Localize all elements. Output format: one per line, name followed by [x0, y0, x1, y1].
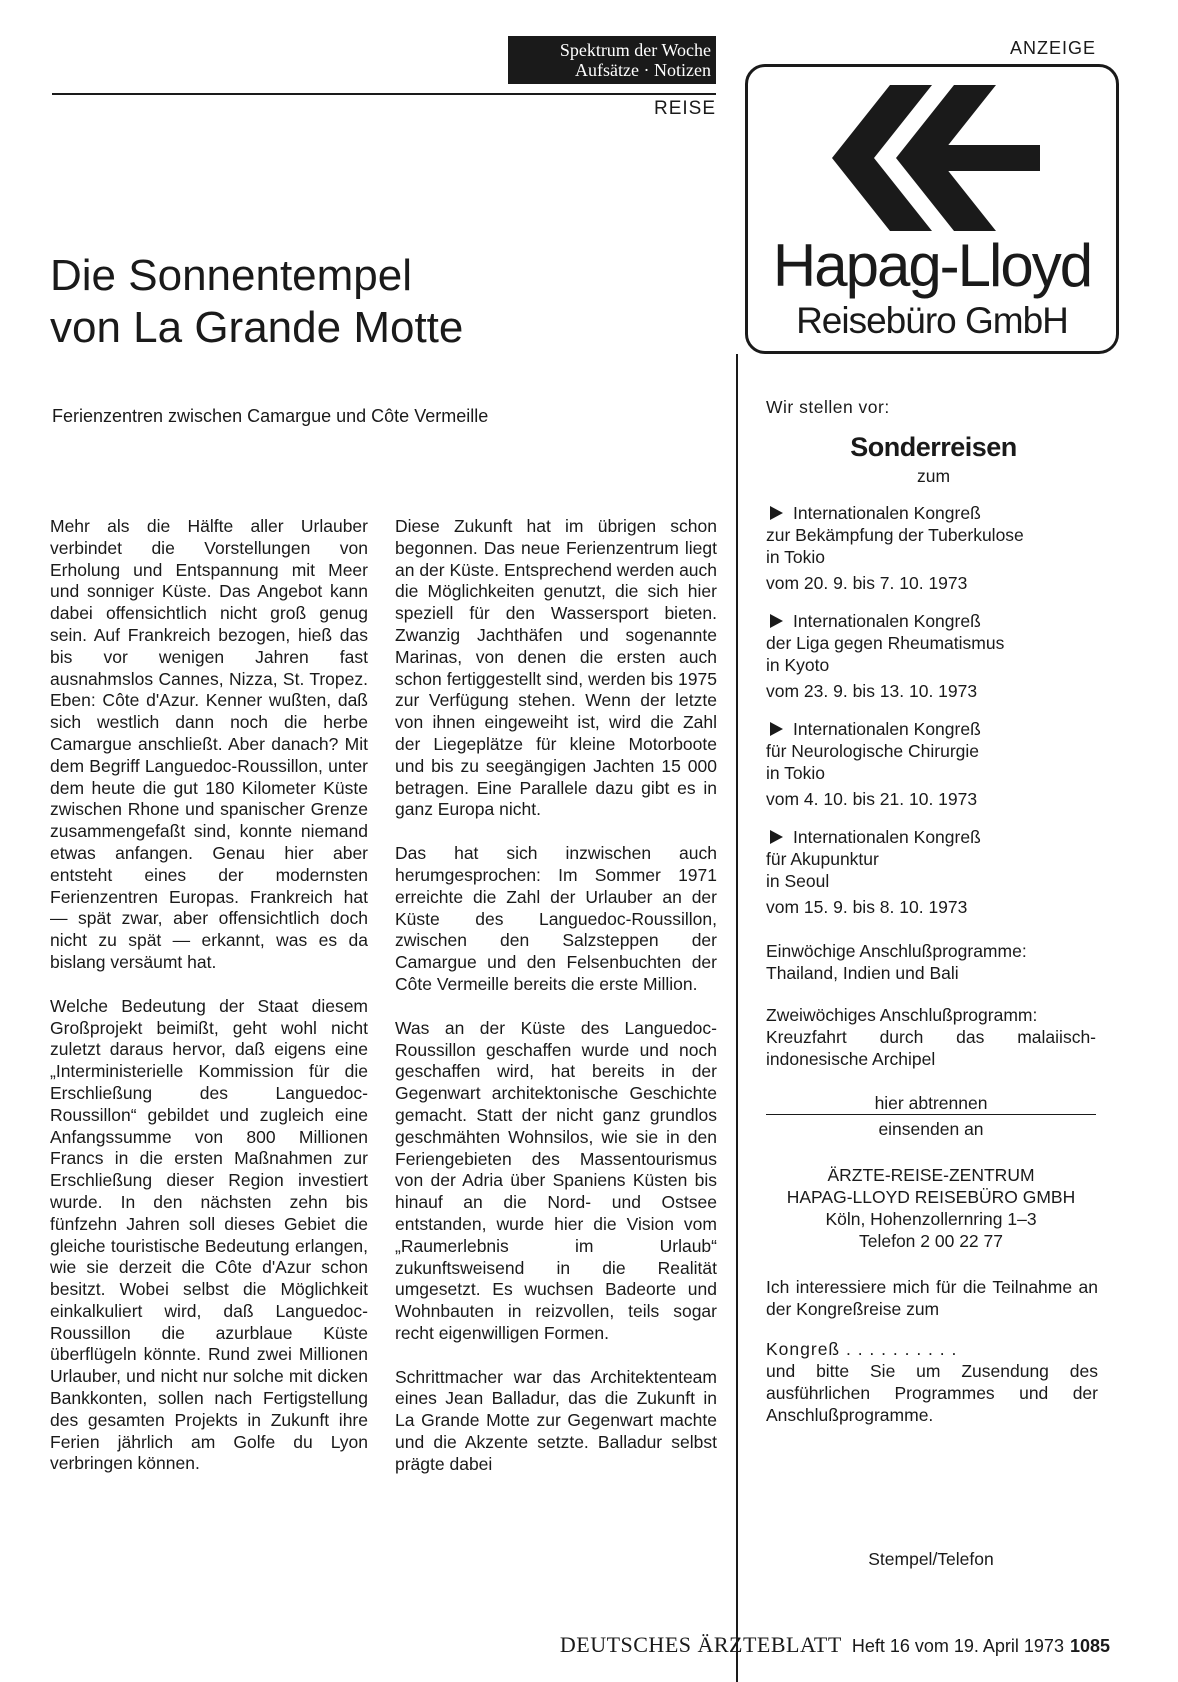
arrow-right-icon: [770, 830, 783, 844]
ad-headline-sub: zum: [916, 466, 951, 486]
congress-line: in Tokio: [766, 763, 826, 783]
ad-left-rule: [736, 354, 738, 1682]
congress-item: [766, 502, 1106, 594]
section-box: [508, 36, 716, 84]
issue-info: Heft 16 vom 19. April 1973: [851, 1636, 1064, 1656]
page-footer: [490, 1632, 1110, 1658]
interest-text: Ich interessiere mich für die Teilnahme an der Kongreßreise zum: [766, 1277, 1098, 1319]
arrow-right-icon: [770, 614, 783, 628]
paragraph: Schrittmacher war das Architektenteam eines Jean Balladur, das die Zukunft in La Grande Motte zur Gegenwart machte und die Akzente setzte. Balladur selbst prägte dabei: [395, 1366, 717, 1474]
cut-label: hier abtrennen: [874, 1093, 988, 1113]
article-column-2: [395, 516, 717, 1498]
congress-line: in Kyoto: [766, 655, 830, 675]
congress-item: [766, 718, 1106, 810]
congress-line: der Liga gegen Rheumatismus: [766, 633, 1005, 653]
congress-dates: vom 23. 9. bis 13. 10. 1973: [766, 681, 978, 701]
magazine-name: DEUTSCHES ÄRZTEBLATT: [559, 1632, 842, 1657]
paragraph: Mehr als die Hälfte aller Urlauber verbindet die Vorstellungen von Erholung und Entspannung mit Meer und sonniger Küste. Das Angebot kann dabei offensichtlich nicht groß genug sein. Auf Frankreich bezogen, hieß das bis vor wenigen Jahren fast ausnahmslos Cannes, Nizza, St. Tropez. Eben: Côte d'Azur. Kenner wußten, daß sich westlich dann noch die herbe Camargue anschließt. Aber danach? Mit dem Begriff Languedoc-Roussillon, unter dem heute die gut 180 Kilometer Küste zwischen Rhone und spanischer Grenze zusammengefaßt sind, konnte niemand etwas anfangen. Genau hier aber entsteht eines der modernsten Ferienzentren Europas. Frankreich hat — spät zwar, aber offensichtlich doch nicht zu spät — erkannt, was es da bislang versäumt hat.: [50, 516, 368, 972]
category-label: REISE: [653, 98, 716, 119]
program-2: [766, 1004, 1096, 1070]
congress-item: [766, 826, 1106, 918]
congress-dates: vom 20. 9. bis 7. 10. 1973: [766, 573, 968, 593]
program-text: Thailand, Indien und Bali: [766, 963, 959, 983]
address-line: Telefon 2 00 22 77: [858, 1231, 1003, 1251]
program-title: Zweiwöchiges Anschlußprogramm:: [766, 1005, 1038, 1025]
address-block: [766, 1164, 1096, 1252]
title-line1: Die Sonnentempel: [50, 251, 413, 300]
article-column-1: [50, 516, 368, 1497]
cut-line: [766, 1114, 1096, 1115]
article-subtitle: Ferienzentren zwischen Camargue und Côte Vermeille: [52, 406, 489, 426]
congress-line: Internationalen Kongreß: [793, 503, 981, 523]
page-number: 1085: [1069, 1636, 1110, 1656]
kongress-fill-line[interactable]: Kongreß . . . . . . . . . .: [766, 1339, 958, 1359]
program-title: Einwöchige Anschlußprogramme:: [766, 941, 1027, 961]
brand-subname: Reisebüro GmbH: [796, 300, 1068, 341]
congress-line: für Akupunktur: [766, 849, 879, 869]
paragraph: Diese Zukunft hat im übrigen schon begonnen. Das neue Ferienzentrum liegt an der Küste. Entsprechend werden auch die Möglichkeiten genutzt, die sich hier speziell für den Wassersport bieten. Zwanzig Jachthäfen und sogenannte Marinas, von denen die ersten auch schon fertiggestellt sind, werden bis 1975 zur Verfügung stehen. Wenn der letzte von ihnen eingeweiht ist, wird die Zahl der Liegeplätze für kleine Motorboote und bis zu seegängigen Jachten 15 000 betragen. Eine Parallele dazu gibt es in ganz Europa nicht.: [395, 516, 718, 820]
request-text: und bitte Sie um Zusendung des ausführlichen Programmes und der Anschlußprogramme.: [766, 1361, 1098, 1425]
ad-headline: Sonderreisen: [850, 432, 1017, 462]
ad-label: ANZEIGE: [1010, 38, 1097, 58]
paragraph: Was an der Küste des Languedoc-Roussillon geschaffen wurde und noch geschaffen wird, hat bereits in der Gegenwart architektonische Geschichte gemacht. Statt der nicht ganz grundlos geschmähten Wohnsilos, wie sie in den Feriengebieten des Massentourismus von der Adria über Spaniens Küsten bis hinauf an die Nord- und Ostsee entstanden, wurde hier die Vision vom „Raumerlebnis im Urlaub“ zukunftsweisend in die Realität umgesetzt. Es wuchsen Badeorte und Wohnbauten in reizvollen, teils sogar recht eigenwilligen Formen.: [395, 1017, 717, 1343]
congress-dates: vom 15. 9. bis 8. 10. 1973: [766, 897, 968, 917]
congress-line: Internationalen Kongreß: [793, 719, 981, 739]
address-line: ÄRZTE-REISE-ZENTRUM: [827, 1165, 1035, 1185]
congress-line: Internationalen Kongreß: [793, 611, 981, 631]
congress-line: in Seoul: [766, 871, 830, 891]
congress-line: in Tokio: [766, 547, 826, 567]
congress-line: Internationalen Kongreß: [793, 827, 981, 847]
congress-line: zur Bekämpfung der Tuberkulose: [766, 525, 1024, 545]
brand-name: Hapag-Lloyd: [772, 232, 1092, 299]
paragraph: Welche Bedeutung der Staat diesem Großprojekt beimißt, geht wohl nicht zuletzt daraus hervor, daß eigens eine „Interministerielle Kommission für die Erschließung des Languedoc-Roussillon“ gebildet und zugleich eine Anfangssumme von 800 Millionen Francs in die ersten Maßnahmen zur Erschließung dieser Region investiert wurde. In den nächsten zehn bis fünfzehn Jahren soll dieses Gebiet die gleiche touristische Bedeutung erlangen, wie sie derzeit die Côte d'Azur schon besitzt. Wobei selbst die Möglichkeit einkalkuliert wird, daß Languedoc-Roussillon die azurblaue Küste überflügeln könnte. Rund zwei Millionen Urlauber, und nicht nur solche mit dicken Bankkonten, sollen nach Fertigstellung des gesamten Projekts in Zukunft ihre Ferien jährlich am Golfe du Lyon verbringen können.: [50, 995, 368, 1474]
article-title: [50, 250, 690, 354]
address-line: HAPAG-LLOYD REISEBÜRO GMBH: [786, 1187, 1076, 1207]
stamp-label: Stempel/Telefon: [868, 1549, 994, 1569]
hapag-lloyd-emblem-icon: [826, 83, 1046, 233]
paragraph: Das hat sich inzwischen auch herumgesprochen: Im Sommer 1971 erreichte die Zahl der Urlauber an der Küste des Languedoc-Roussillon, zwischen den Salzsteppen der Camargue und den Felsenbuchten der Côte Vermeille bereits die erste Million.: [395, 843, 717, 994]
section-box-line2: Aufsätze · Notizen: [575, 60, 711, 80]
arrow-right-icon: [770, 506, 783, 520]
ad-intro: Wir stellen vor:: [766, 397, 890, 417]
header-rule: [52, 93, 716, 95]
congress-item: [766, 610, 1106, 702]
address-line: Köln, Hohenzollernring 1–3: [825, 1209, 1037, 1229]
hapag-lloyd-logo: [745, 64, 1119, 354]
congress-dates: vom 4. 10. bis 21. 10. 1973: [766, 789, 978, 809]
arrow-right-icon: [770, 722, 783, 736]
send-label: einsenden an: [878, 1119, 984, 1139]
program-text: Kreuzfahrt durch das malaiisch-indonesische Archipel: [766, 1027, 1096, 1069]
title-line2: von La Grande Motte: [50, 303, 464, 352]
section-box-line1: Spektrum der Woche: [559, 40, 711, 60]
congress-line: für Neurologische Chirurgie: [766, 741, 980, 761]
program-1: [766, 940, 1096, 984]
